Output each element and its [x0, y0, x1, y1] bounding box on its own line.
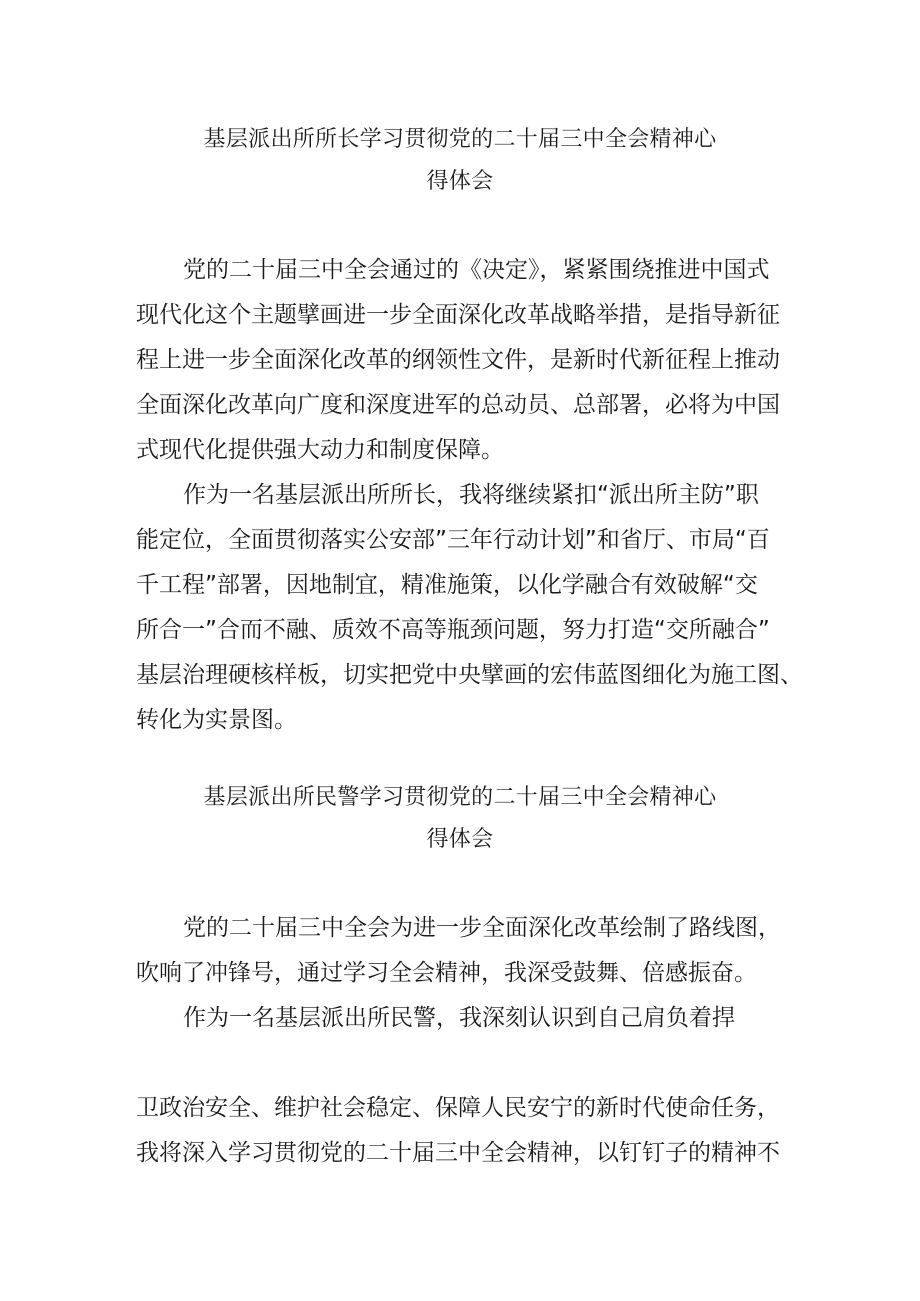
- section-1-paragraph-2-line-2: 能定位，全面贯彻落实公安部”三年行动计划”和省厅、市局“百: [136, 527, 770, 553]
- section-1-paragraph-2-line-4: 所合一”合而不融、质效不高等瓶颈问题，努力打造“交所融合”: [136, 617, 770, 643]
- section-2-paragraph-1-line-2: 吹响了冲锋号，通过学习全会精神，我深受鼓舞、倍感振奋。: [136, 960, 757, 986]
- section-2-paragraph-2-line-1: 作为一名基层派出所民警，我深刻认识到自己肩负着捍: [183, 1005, 735, 1031]
- section-1-paragraph-2-line-6: 转化为实景图。: [136, 707, 297, 733]
- section-2-paragraph-1-line-1: 党的二十届三中全会为进一步全面深化改革绘制了路线图，: [183, 915, 781, 941]
- section-1-paragraph-1-line-2: 现代化这个主题擘画进一步全面深化改革战略举措，是指导新征: [136, 302, 780, 328]
- section-1-paragraph-2-line-1: 作为一名基层派出所所长，我将继续紧扣“派出所主防”职: [183, 482, 759, 508]
- section-2-paragraph-2-line-3: 我将深入学习贯彻党的二十届三中全会精神，以钉钉子的精神不: [136, 1140, 780, 1166]
- section-1-title-line-2: 得体会: [426, 169, 494, 194]
- section-1-paragraph-2-line-3: 千工程”部署，因地制宜，精准施策，以化学融合有效破解“交: [136, 572, 758, 598]
- section-2-title-line-2: 得体会: [426, 827, 494, 852]
- section-1-title-line-1: 基层派出所所长学习贯彻党的二十届三中全会精神心: [203, 127, 717, 152]
- section-1-paragraph-1-line-3: 程上进一步全面深化改革的纲领性文件，是新时代新征程上推动: [136, 347, 780, 373]
- section-2-title-line-1: 基层派出所民警学习贯彻党的二十届三中全会精神心: [203, 785, 717, 810]
- section-1-paragraph-2-line-5: 基层治理硬核样板，切实把党中央擘画的宏伟蓝图细化为施工图、: [136, 662, 803, 688]
- section-1-paragraph-1-line-4: 全面深化改革向广度和深度进军的总动员、总部署，必将为中国: [136, 392, 780, 418]
- section-2-paragraph-2-line-2: 卫政治安全、维护社会稳定、保障人民安宁的新时代使命任务，: [136, 1095, 780, 1121]
- section-1-paragraph-1-line-5: 式现代化提供强大动力和制度保障。: [136, 437, 504, 463]
- section-1-paragraph-1-line-1: 党的二十届三中全会通过的《决定》，紧紧围绕推进中国式: [183, 257, 770, 283]
